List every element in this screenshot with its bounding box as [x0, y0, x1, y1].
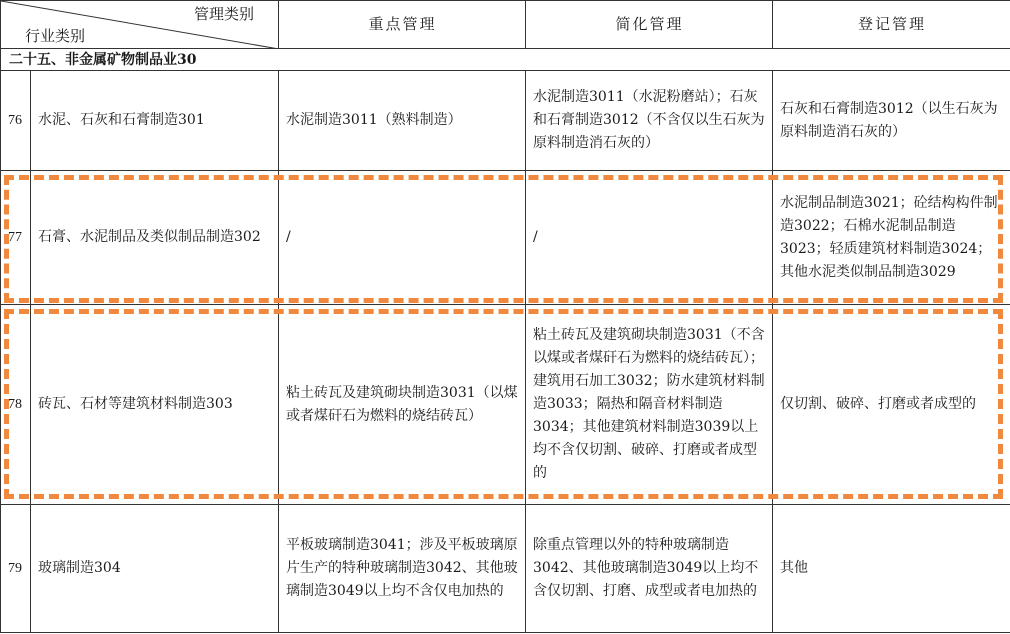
key-management-cell: 平板玻璃制造3041；涉及平板玻璃原片生产的特种玻璃制造3042、其他玻璃制造3049以上均不含仅电加热的 [279, 505, 526, 633]
col-header-key: 重点管理 [279, 1, 526, 49]
diagonal-header-cell [1, 1, 279, 49]
header-row [1, 1, 1010, 49]
simplified-management-cell: 除重点管理以外的特种玻璃制造3042、其他玻璃制造3049以上均不含仅切割、打磨、成型或者电加热的 [526, 505, 773, 633]
row-number: 79 [1, 505, 31, 633]
registration-management-cell: 仅切割、破碎、打磨或者成型的 [773, 305, 1010, 505]
simplified-management-cell: / [526, 171, 773, 305]
industry-cell: 砖瓦、石材等建筑材料制造303 [31, 305, 279, 505]
col-header-simplified: 简化管理 [526, 1, 773, 49]
col-header-registration: 登记管理 [773, 1, 1010, 49]
industry-cell: 石膏、水泥制品及类似制品制造302 [31, 171, 279, 305]
registration-management-cell: 石灰和石膏制造3012（以生石灰为原料制造消石灰的） [773, 71, 1010, 171]
industry-cell: 玻璃制造304 [31, 505, 279, 633]
section-title: 二十五、非金属矿物制品业30 [1, 49, 1010, 71]
industry-cell: 水泥、石灰和石膏制造301 [31, 71, 279, 171]
registration-management-cell: 水泥制品制造3021；砼结构构件制造3022；石棉水泥制品制造3023；轻质建筑材料制造3024；其他水泥类似制品制造3029 [773, 171, 1010, 305]
key-management-cell: 水泥制造3011（熟料制造） [279, 71, 526, 171]
key-management-cell: / [279, 171, 526, 305]
management-type-label: 管理类别 [193, 5, 254, 23]
table-row [1, 505, 1010, 633]
table-row [1, 71, 1010, 171]
key-management-cell: 粘土砖瓦及建筑砌块制造3031（以煤或者煤矸石为燃料的烧结砖瓦） [279, 305, 526, 505]
registration-management-cell: 其他 [773, 505, 1010, 633]
section-row [1, 49, 1010, 71]
row-number: 78 [1, 305, 31, 505]
simplified-management-cell: 粘土砖瓦及建筑砌块制造3031（不含以煤或者煤矸石为燃料的烧结砖瓦）；建筑用石加工3032；防水建筑材料制造3033；隔热和隔音材料制造3034；其他建筑材料制造3039以上均不含仅切割、破碎、打磨或者成型的 [526, 305, 773, 505]
table-row [1, 171, 1010, 305]
industry-type-label: 行业类别 [25, 27, 86, 45]
simplified-management-cell: 水泥制造3011（水泥粉磨站）；石灰和石膏制造3012（不含仅以生石灰为原料制造消石灰的） [526, 71, 773, 171]
row-number: 76 [1, 71, 31, 171]
row-number: 77 [1, 171, 31, 305]
table-row [1, 305, 1010, 505]
